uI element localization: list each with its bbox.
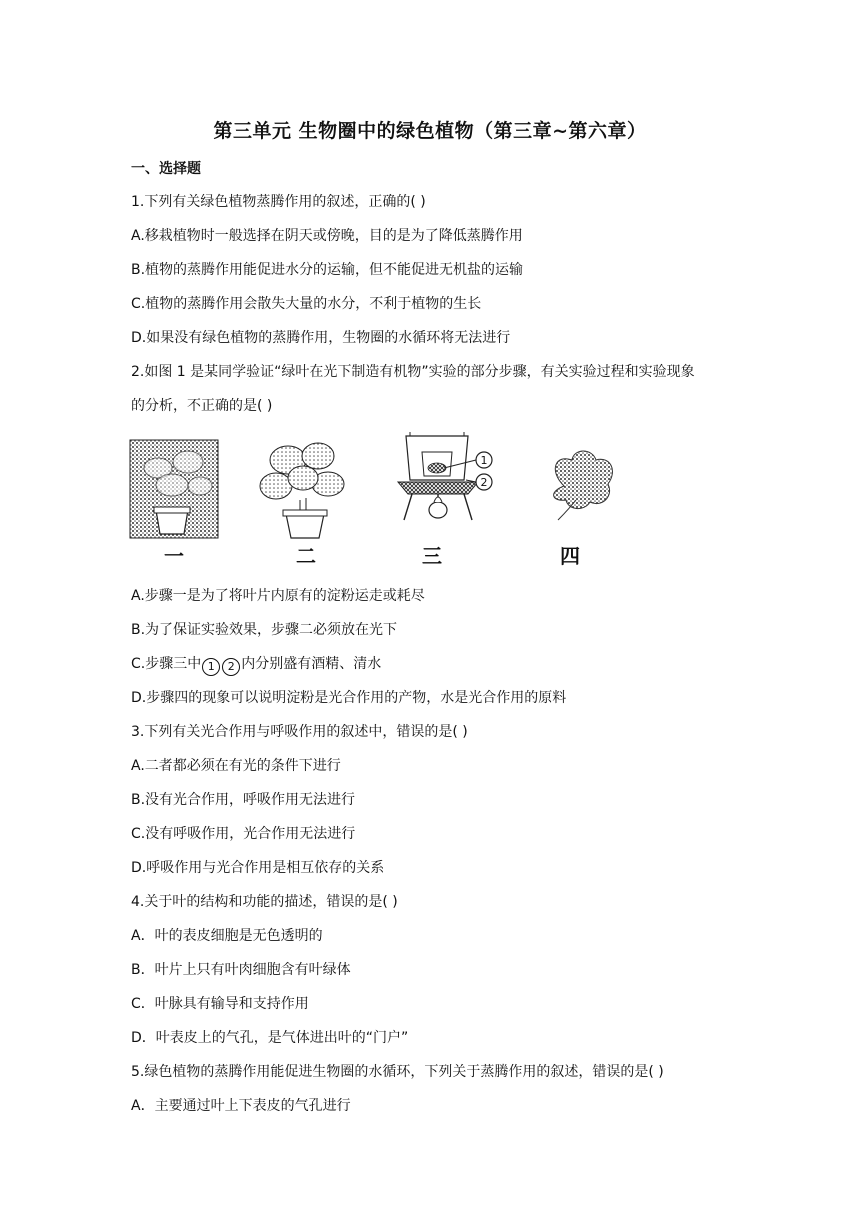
step-2-light-plant [260,443,344,538]
question-1-option-b: B.植物的蒸腾作用能促进水分的运输，但不能促进无机盐的运输 [131,262,524,278]
step-4-leaf [554,451,613,520]
question-4-option-a: A．叶的表皮细胞是无色透明的 [131,928,323,944]
circled-number-1: 1 [202,658,220,676]
step-1-dark-plant [130,440,218,538]
question-3-option-b: B.没有光合作用，呼吸作用无法进行 [131,792,356,808]
section-heading: 一、选择题 [131,161,201,177]
question-4-option-b: B．叶片上只有叶肉细胞含有叶绿体 [131,962,351,978]
question-1-option-d: D.如果没有绿色植物的蒸腾作用，生物圈的水循环将无法进行 [131,330,511,346]
question-3-stem: 3.下列有关光合作用与呼吸作用的叙述中，错误的是( ) [131,724,468,740]
marker-2-text: 2 [480,476,488,489]
circled-number-2: 2 [222,658,240,676]
question-2-option-c [131,654,381,676]
step-3-water-bath [398,432,492,520]
question-2-option-a: A.步骤一是为了将叶片内原有的淀粉运走或耗尽 [131,588,425,604]
figure-label-4: 四 [560,544,580,568]
experiment-figure [128,430,628,570]
page-title: 第三单元 生物圈中的绿色植物（第三章~第六章） [213,120,647,142]
question-1-option-c: C.植物的蒸腾作用会散失大量的水分，不利于植物的生长 [131,296,482,312]
option-c-prefix: C.步骤三中 [131,656,202,672]
question-3-option-d: D.呼吸作用与光合作用是相互依存的关系 [131,860,385,876]
question-5-option-a: A．主要通过叶上下表皮的气孔进行 [131,1098,351,1114]
question-1-stem: 1.下列有关绿色植物蒸腾作用的叙述，正确的( ) [131,194,426,210]
question-3-option-c: C.没有呼吸作用，光合作用无法进行 [131,826,356,842]
question-2-stem-line-1: 2.如图 1 是某同学验证“绿叶在光下制造有机物”实验的部分步骤，有关实验过程和实验现象 [131,364,695,380]
experiment-illustration [128,430,628,540]
option-c-suffix: 内分别盛有酒精、清水 [241,656,382,672]
question-4-option-c: C．叶脉具有输导和支持作用 [131,996,309,1012]
figure-label-1: 一 [164,544,184,568]
marker-1-text: 1 [480,454,488,467]
question-4-option-d: D．叶表皮上的气孔，是气体进出叶的“门户” [131,1030,409,1046]
figure-label-2: 二 [296,544,316,568]
question-4-stem: 4.关于叶的结构和功能的描述，错误的是( ) [131,894,398,910]
question-2-option-b: B.为了保证实验效果，步骤二必须放在光下 [131,622,398,638]
question-1-option-a: A.移栽植物时一般选择在阴天或傍晚，目的是为了降低蒸腾作用 [131,228,523,244]
question-2-option-d: D.步骤四的现象可以说明淀粉是光合作用的产物，水是光合作用的原料 [131,690,567,706]
question-5-stem: 5.绿色植物的蒸腾作用能促进生物圈的水循环，下列关于蒸腾作用的叙述，错误的是( ) [131,1064,664,1080]
question-3-option-a: A.二者都必须在有光的条件下进行 [131,758,341,774]
question-2-stem-line-2: 的分析，不正确的是( ) [131,398,273,414]
figure-label-3: 三 [422,544,442,568]
